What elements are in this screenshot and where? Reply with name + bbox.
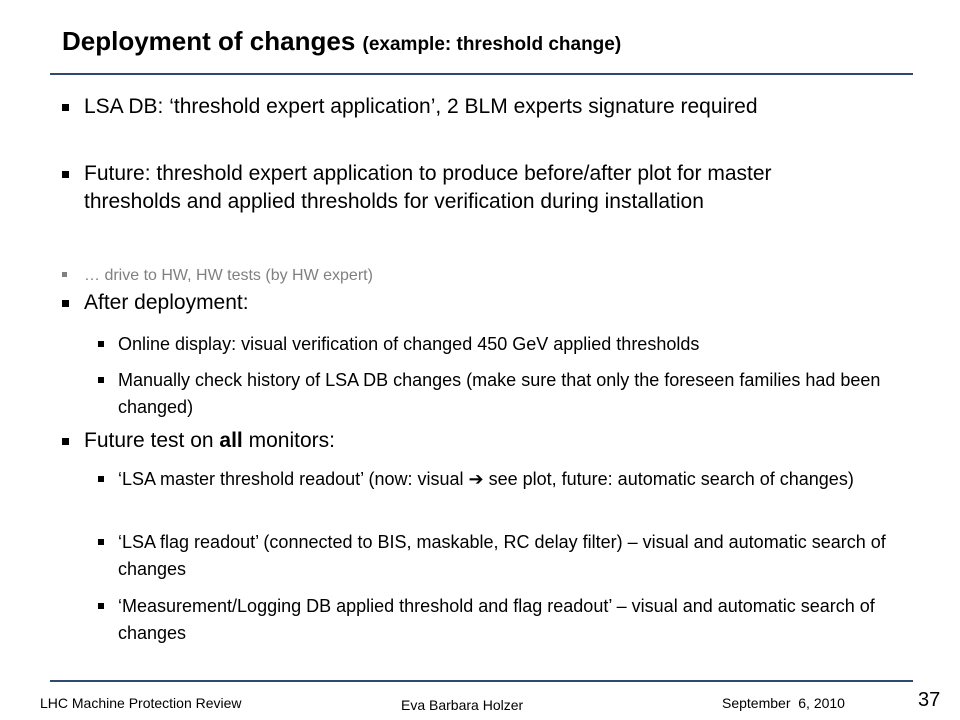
bullet-item bbox=[62, 160, 852, 216]
page-number: 37 bbox=[918, 689, 941, 711]
bullet-text: ‘Measurement/Logging DB applied threshold and flag readout’ – visual and automatic search of changes bbox=[118, 596, 875, 643]
bullet-text: … drive to HW, HW tests (by HW expert) bbox=[84, 267, 373, 284]
footer-author: Eva Barbara Holzer bbox=[401, 697, 524, 713]
sub-bullet-item bbox=[98, 367, 898, 421]
bullet-item bbox=[62, 262, 852, 290]
bullet-text: Future: threshold expert application to produce before/after plot for master thresholds and applied thresholds for verification during installation bbox=[84, 162, 772, 213]
title-main: Deployment of changes bbox=[62, 26, 356, 56]
sub-bullet-item bbox=[98, 529, 898, 583]
bullet-item bbox=[62, 427, 852, 455]
square-bullet-icon bbox=[98, 476, 104, 482]
sub-bullet-item bbox=[98, 593, 898, 647]
bullet-text: LSA DB: ‘threshold expert application’, 2 BLM experts signature required bbox=[84, 95, 758, 118]
bullet-text-part: see plot, future: automatic search of changes) bbox=[483, 469, 854, 489]
footer-date: September 6, 2010 bbox=[722, 695, 845, 711]
bullet-text: Manually check history of LSA DB changes (make sure that only the foreseen families had been changed) bbox=[118, 370, 881, 417]
square-bullet-icon bbox=[98, 377, 104, 383]
bullet-text: After deployment: bbox=[84, 291, 249, 314]
bullet-text-emphasis: all bbox=[219, 429, 243, 452]
square-bullet-icon bbox=[98, 539, 104, 545]
bullet-item bbox=[62, 93, 852, 121]
sub-bullet-item bbox=[98, 466, 898, 493]
bottom-divider bbox=[50, 680, 913, 682]
bullet-item bbox=[62, 289, 852, 317]
square-bullet-icon bbox=[62, 104, 69, 111]
square-bullet-icon bbox=[62, 300, 69, 307]
right-arrow-icon: ➔ bbox=[468, 469, 484, 489]
bullet-text-part: monitors: bbox=[242, 429, 335, 452]
square-bullet-icon bbox=[62, 171, 69, 178]
top-divider bbox=[50, 73, 913, 75]
sub-bullet-item bbox=[98, 331, 898, 358]
bullet-text-part: ‘LSA master threshold readout’ (now: visual bbox=[118, 469, 469, 489]
square-bullet-icon bbox=[62, 272, 67, 277]
square-bullet-icon bbox=[62, 438, 69, 445]
slide-title bbox=[62, 26, 621, 57]
title-subtitle: (example: threshold change) bbox=[362, 34, 622, 55]
square-bullet-icon bbox=[98, 341, 104, 347]
bullet-text bbox=[118, 466, 898, 493]
footer-event: LHC Machine Protection Review bbox=[40, 695, 242, 711]
bullet-text bbox=[84, 427, 852, 455]
square-bullet-icon bbox=[98, 603, 104, 609]
bullet-text: ‘LSA flag readout’ (connected to BIS, maskable, RC delay filter) – visual and automatic search of changes bbox=[118, 532, 886, 579]
bullet-text: Online display: visual verification of changed 450 GeV applied thresholds bbox=[118, 334, 700, 354]
bullet-text-part: Future test on bbox=[84, 429, 220, 452]
